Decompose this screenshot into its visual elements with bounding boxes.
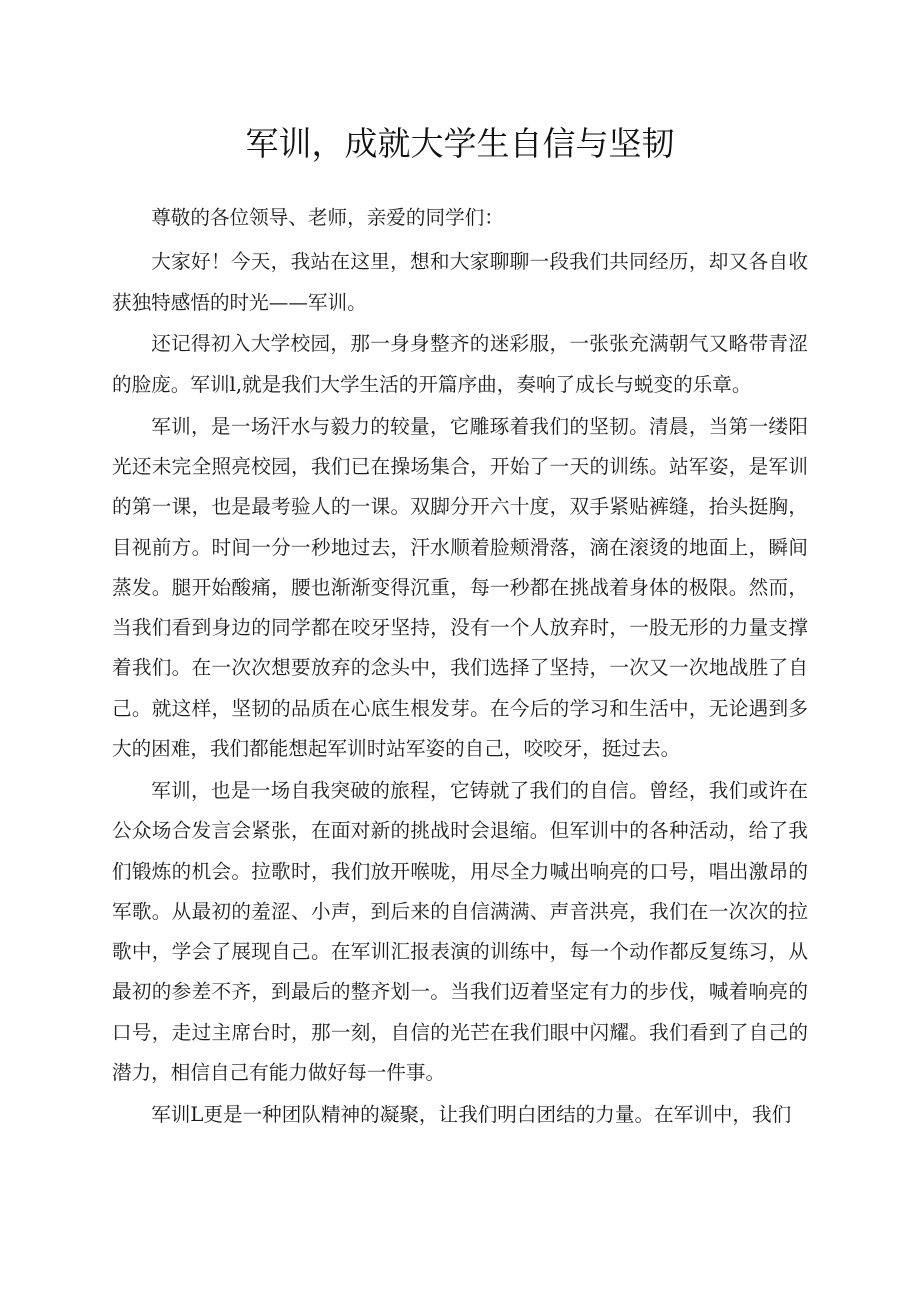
document-title: 军训，成就大学生自信与坚韧 — [245, 124, 675, 163]
document-body — [112, 198, 808, 1137]
intro-paragraph: 还记得初入大学校园，那一身身整齐的迷彩服，一张张充满朝气又略带青涩的脸庞。军训l,就是我们大学生活的开篇序曲，奏响了成长与蜕变的乐章。 — [112, 332, 808, 396]
resilience-paragraph: 军训，是一场汗水与毅力的较量，它雕琢着我们的坚韧。清晨，当第一缕阳光还未完全照亮校园，我们已在操场集合，开始了一天的训练。站军姿，是军训的第一课，也是最考验人的一课。双脚分开六十度，双手紧贴裤缝，抬头挺胸，目视前方。时间一分一秒地过去，汗水顺着脸颊滑落，滴在滚烫的地面上，瞬间蒸发。腿开始酸痛，腰也渐渐变得沉重，每一秒都在挑战着身体的极限。然而，当我们看到身边的同学都在咬牙坚持，没有一个人放弃时，一股无形的力量支撑着我们。在一次次想要放弃的念头中，我们选择了坚持，一次又一次地战胜了自己。就这样，坚韧的品质在心底生根发芽。在今后的学习和生活中，无论遇到多大的困难，我们都能想起军训时站军姿的自己，咬咬牙，挺过去。 — [112, 414, 808, 761]
teamwork-paragraph: 军训L更是一种团队精神的凝聚，让我们明白团结的力量。在军训中，我们 — [151, 1102, 792, 1126]
confidence-paragraph: 军训，也是一场自我突破的旅程，它铸就了我们的自信。曾经，我们或许在公众场合发言会紧张，在面对新的挑战时会退缩。但军训中的各种活动，给了我们锻炼的机会。拉歌时，我们放开喉咙，用尽全力喊出响亮的口号，唱出激昂的军歌。从最初的羞涩、小声，到后来的自信满满、声音洪亮，我们在一次次的拉歌中，学会了展现自己。在军训汇报表演的训练中，每一个动作都反复练习，从最初的参差不齐，到最后的整齐划一。当我们迈着坚定有力的步伐，喊着响亮的口号，走过主席台时，那一刻，自信的光芒在我们眼中闪耀。我们看到了自己的潜力，相信自己有能力做好每一件事。 — [112, 778, 808, 1085]
greeting-paragraph: 大家好！今天，我站在这里，想和大家聊聊一段我们共同经历，却又各自收获独特感悟的时光——军训。 — [112, 250, 808, 314]
salutation-paragraph: 尊敬的各位领导、老师，亲爱的同学们： — [151, 206, 504, 229]
